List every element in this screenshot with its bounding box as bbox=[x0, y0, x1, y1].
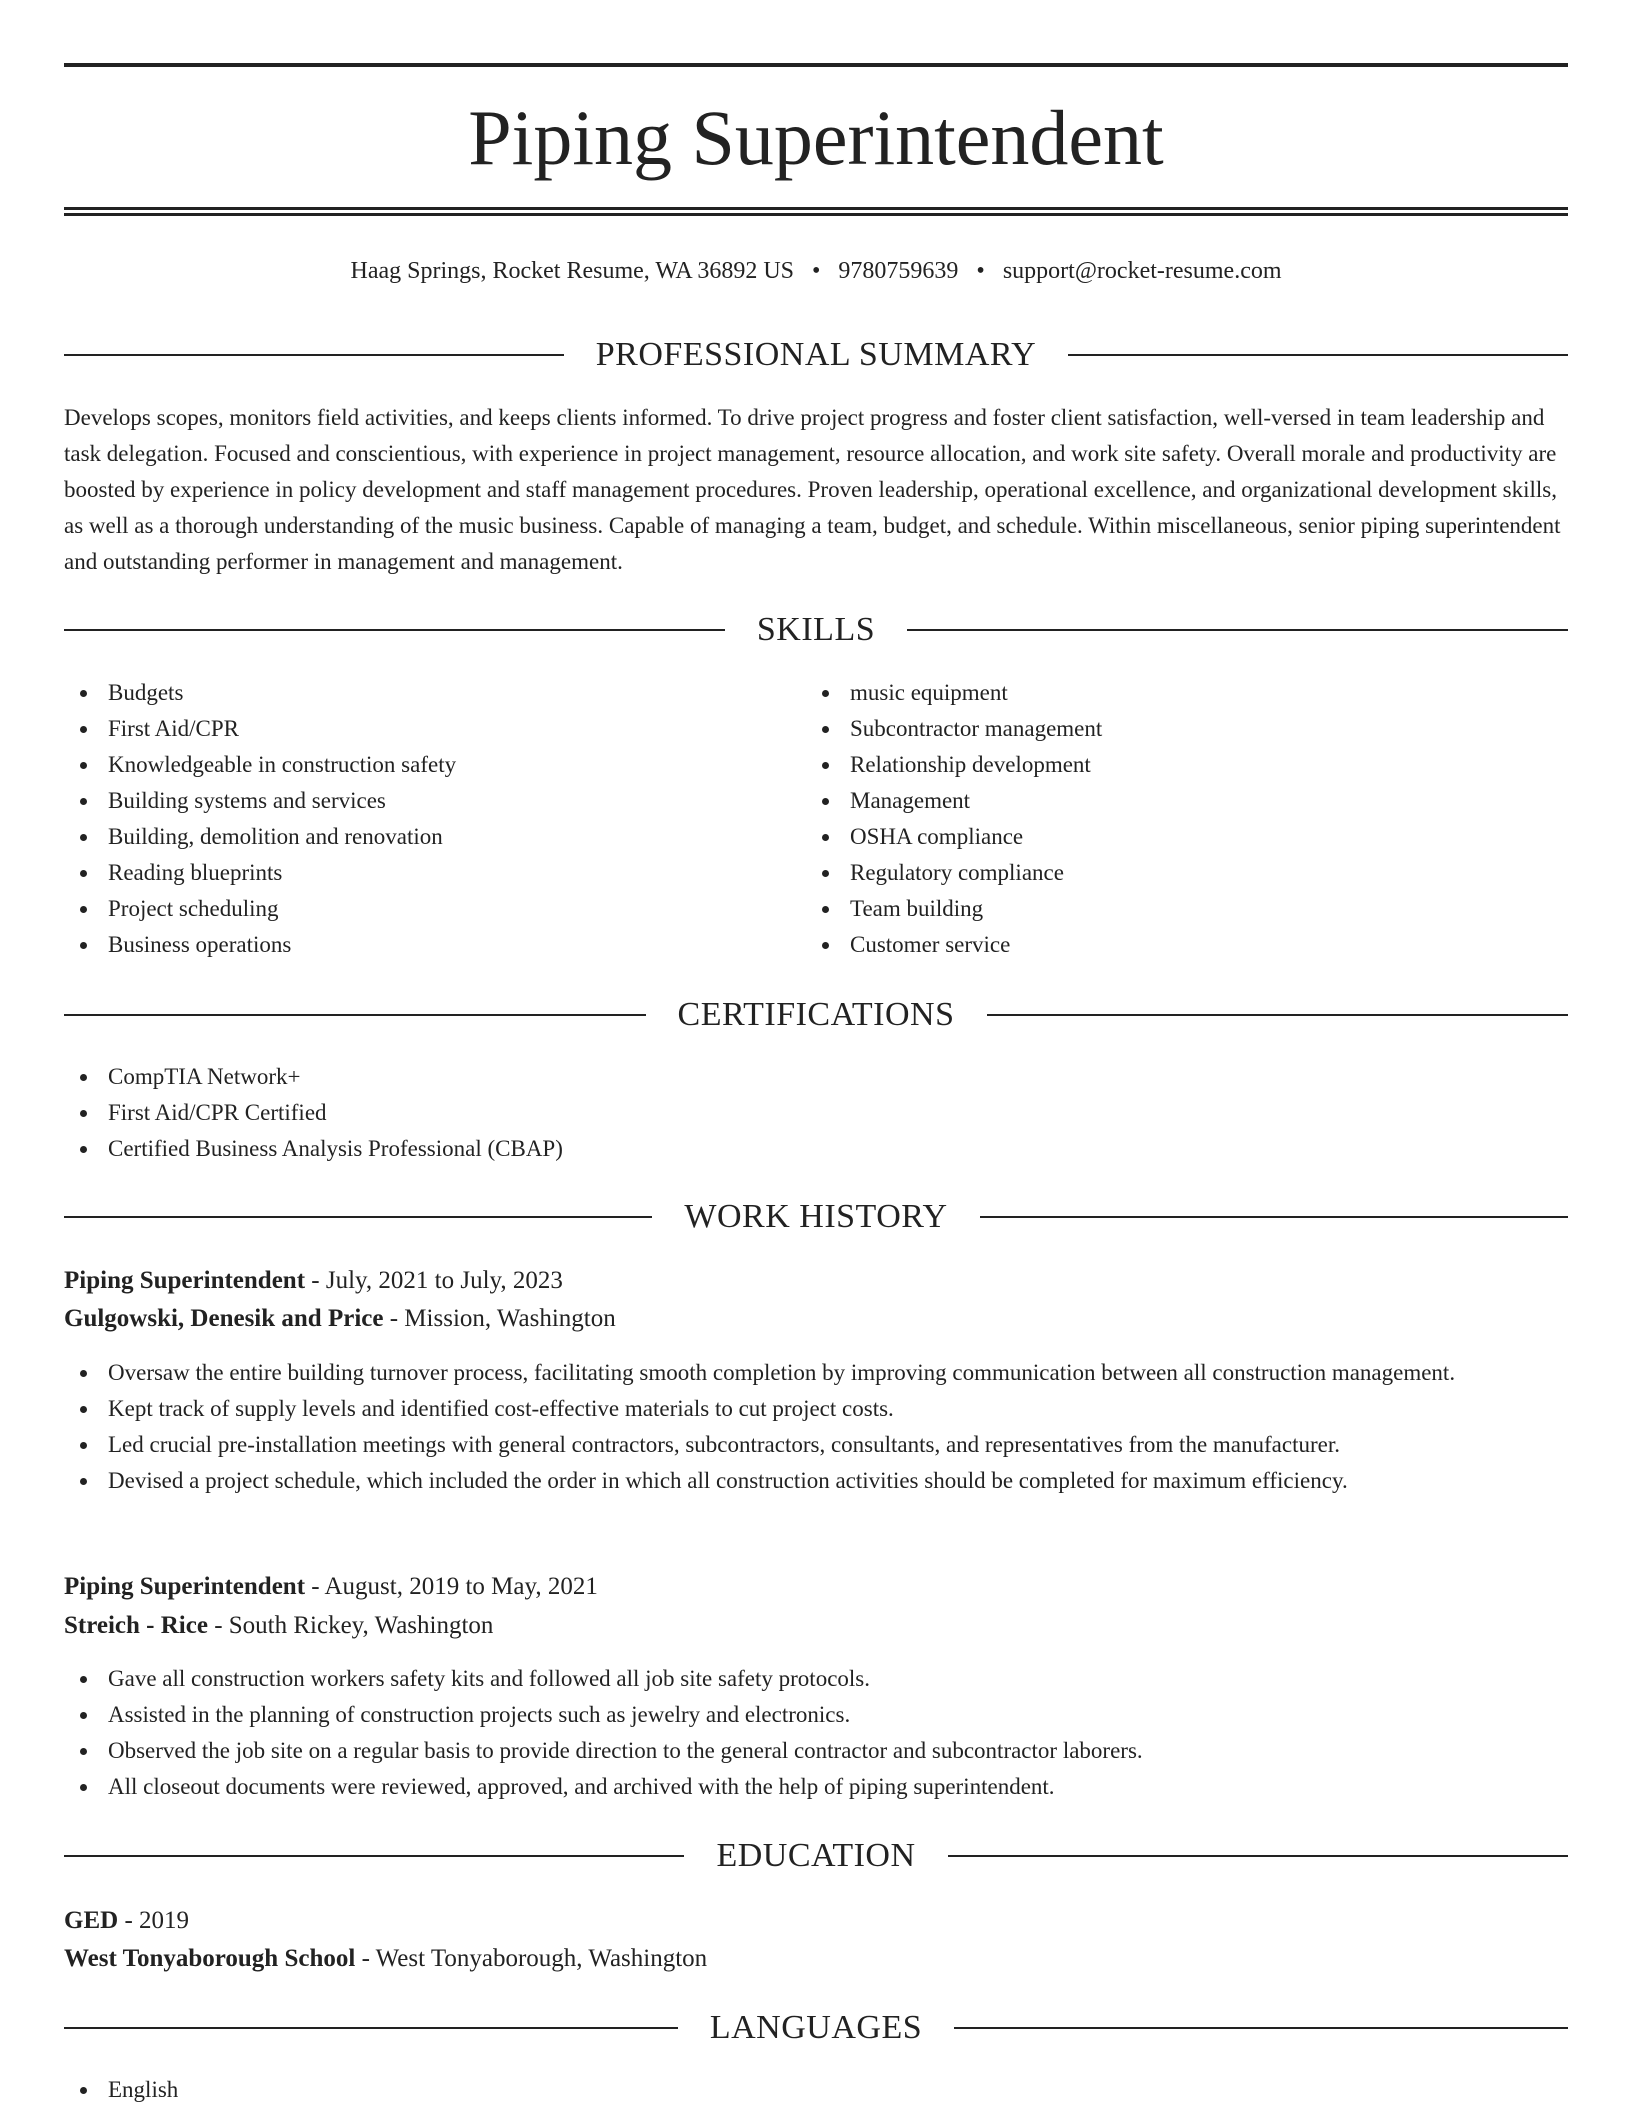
contact-address: Haag Springs, Rocket Resume, WA 36892 US bbox=[350, 258, 795, 284]
skill-item: Knowledgeable in construction safety bbox=[64, 747, 764, 783]
certification-item: CompTIA Network+ bbox=[64, 1059, 1568, 1095]
section-heading-certifications bbox=[64, 995, 1568, 1035]
contact-line bbox=[64, 254, 1568, 288]
contact-phone: 9780759639 bbox=[838, 258, 959, 284]
skill-item: Budgets bbox=[64, 675, 764, 711]
skill-item: Building systems and services bbox=[64, 783, 764, 819]
job-dates: - August, 2019 to May, 2021 bbox=[305, 1573, 598, 1600]
job-bullet: All closeout documents were reviewed, approved, and archived with the help of piping superintendent. bbox=[64, 1769, 1534, 1805]
education-location: - West Tonyaborough, Washington bbox=[355, 1945, 708, 1972]
job-bullet: Gave all construction workers safety kits and followed all job site safety protocols. bbox=[64, 1661, 1534, 1697]
header-top-rule bbox=[64, 63, 1568, 67]
job-bullet: Kept track of supply levels and identified cost-effective materials to cut project costs. bbox=[64, 1391, 1534, 1427]
job-company: Streich - Rice bbox=[64, 1612, 208, 1639]
job-location: - South Rickey, Washington bbox=[207, 1612, 494, 1639]
languages-list bbox=[64, 2072, 1568, 2108]
job-bullet: Observed the job site on a regular basis to provide direction to the general contractor and subcontractor laborers. bbox=[64, 1733, 1534, 1769]
heading-rule bbox=[64, 2027, 678, 2029]
heading-rule bbox=[954, 2027, 1568, 2029]
education-year: - 2019 bbox=[118, 1907, 190, 1934]
section-heading-education bbox=[64, 1836, 1568, 1876]
job-bullet: Oversaw the entire building turnover process, facilitating smooth completion by improving communication between all construction management. bbox=[64, 1355, 1534, 1391]
section-heading-skills bbox=[64, 610, 1568, 650]
certification-item: First Aid/CPR Certified bbox=[64, 1095, 1568, 1131]
contact-separator: • bbox=[812, 258, 821, 284]
candidate-name: Piping Superintendent bbox=[468, 94, 1164, 181]
education-degree-line bbox=[64, 1903, 1568, 1939]
job-bullet: Led crucial pre-installation meetings with general contractors, subcontractors, consultants, and representatives from the manufacturer. bbox=[64, 1427, 1534, 1463]
heading-rule bbox=[64, 629, 725, 631]
skills-list-left bbox=[64, 675, 764, 963]
education-school: West Tonyaborough School bbox=[64, 1945, 356, 1972]
certification-item: Certified Business Analysis Professional (CBAP) bbox=[64, 1131, 1568, 1167]
heading-rule bbox=[64, 1014, 646, 1016]
section-title: SKILLS bbox=[756, 611, 876, 648]
job-company: Gulgowski, Denesik and Price bbox=[64, 1305, 384, 1332]
section-heading-work-history bbox=[64, 1197, 1568, 1237]
contact-separator: • bbox=[976, 258, 985, 284]
heading-rule bbox=[948, 1855, 1568, 1857]
section-heading-summary bbox=[64, 335, 1568, 375]
skill-item: First Aid/CPR bbox=[64, 711, 764, 747]
job-title: Piping Superintendent bbox=[64, 1573, 306, 1600]
section-title: WORK HISTORY bbox=[684, 1198, 948, 1235]
job-location: - Mission, Washington bbox=[383, 1305, 616, 1332]
job-bullet: Devised a project schedule, which included the order in which all construction activities should be completed for maximum efficiency. bbox=[64, 1463, 1534, 1499]
skill-item: Team building bbox=[806, 891, 1506, 927]
section-title: LANGUAGES bbox=[709, 2009, 923, 2046]
heading-rule bbox=[64, 1216, 652, 1218]
language-item: English bbox=[64, 2072, 1568, 2108]
job-bullet: Assisted in the planning of construction projects such as jewelry and electronics. bbox=[64, 1697, 1534, 1733]
heading-rule bbox=[64, 1855, 684, 1857]
heading-rule bbox=[64, 354, 564, 356]
section-title: CERTIFICATIONS bbox=[677, 996, 955, 1033]
heading-rule bbox=[1068, 354, 1568, 356]
education-school-line bbox=[64, 1941, 1568, 1977]
skill-item: Management bbox=[806, 783, 1506, 819]
skill-item: Regulatory compliance bbox=[806, 855, 1506, 891]
job-title: Piping Superintendent bbox=[64, 1267, 306, 1294]
skill-item: Subcontractor management bbox=[806, 711, 1506, 747]
job-bullets bbox=[64, 1661, 1534, 1805]
job-dates: - July, 2021 to July, 2023 bbox=[305, 1267, 563, 1294]
skills-list-right bbox=[806, 675, 1506, 963]
contact-email: support@rocket-resume.com bbox=[1002, 258, 1282, 284]
summary-text: Develops scopes, monitors field activities, and keeps clients informed. To drive project progress and foster client satisfaction, well-versed in team leadership and task delegation. Focused and conscientious, with experience in project management, resource allocation, and work site safety. Overall morale and productivity are boosted by experience in policy development and staff management procedures. Proven leadership, operational excellence, and organizational development skills, as well as a thorough understanding of the music business. Capable of managing a team, budget, and schedule. Within miscellaneous, senior piping superintendent and outstanding performer in management and management. bbox=[64, 405, 1561, 574]
skill-item: Customer service bbox=[806, 927, 1506, 963]
job-company-line bbox=[64, 1301, 1568, 1337]
job-bullets bbox=[64, 1355, 1534, 1499]
education-degree: GED bbox=[64, 1907, 119, 1934]
job-title-line bbox=[64, 1569, 1568, 1605]
heading-rule bbox=[987, 1014, 1569, 1016]
section-title: EDUCATION bbox=[716, 1837, 916, 1874]
skill-item: Building, demolition and renovation bbox=[64, 819, 764, 855]
certifications-list bbox=[64, 1059, 1568, 1167]
section-title: PROFESSIONAL SUMMARY bbox=[595, 336, 1037, 373]
job-title-line bbox=[64, 1263, 1568, 1299]
heading-rule bbox=[907, 629, 1568, 631]
heading-rule bbox=[980, 1216, 1568, 1218]
header-double-rule bbox=[64, 207, 1568, 216]
skill-item: music equipment bbox=[806, 675, 1506, 711]
job-company-line bbox=[64, 1608, 1568, 1644]
skill-item: Project scheduling bbox=[64, 891, 764, 927]
skill-item: Reading blueprints bbox=[64, 855, 764, 891]
skill-item: OSHA compliance bbox=[806, 819, 1506, 855]
section-heading-languages bbox=[64, 2008, 1568, 2048]
skill-item: Relationship development bbox=[806, 747, 1506, 783]
skill-item: Business operations bbox=[64, 927, 764, 963]
